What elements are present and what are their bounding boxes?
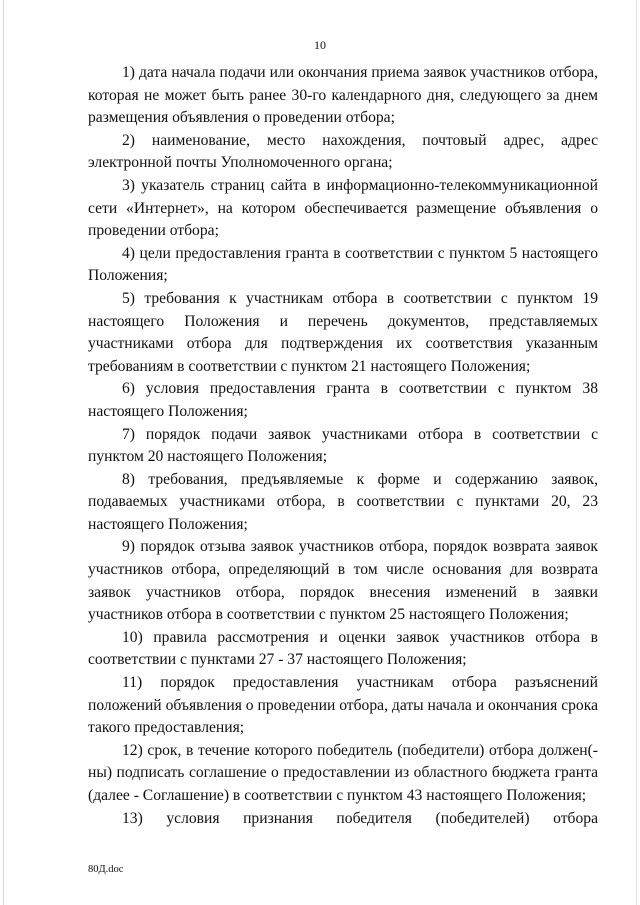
list-item: 6) условия предоставления гранта в соответствии с пунктом 38 настоящего Положения; [88, 380, 598, 420]
list-item: 1) дата начала подачи или окончания приема заявок участников отбора, которая не может быть ранее 30-го календарного дня, следующего за днем размещения объявления о проведении отбора; [88, 64, 598, 127]
list-item: 2) наименование, место нахождения, почтовый адрес, адрес электронной почты Уполномоченного органа; [88, 131, 598, 172]
list-item: 13) условия признания победителя (победителей) отбора [122, 809, 598, 827]
list-item: 5) требования к участникам отбора в соответствии с пунктом 19 настоящего Положения и перечень документов, представляемых участниками отбора для подтверждения их соответствия указанным требованиям в соответствии с пунктом 21 настоящего Положения; [88, 289, 598, 375]
scan-edge-right [636, 0, 637, 905]
list-item: 7) порядок подачи заявок участниками отбора в соответствии с пунктом 20 настоящего Положения; [88, 425, 598, 466]
list-item: 12) срок, в течение которого победитель (победители) отбора должен(-ны) подписать соглашение о предоставлении из областного бюджета гранта (далее - Соглашение) в соответствии с пунктом 43 настоящего Положения; [88, 741, 598, 804]
document-body [88, 62, 598, 830]
list-item: 8) требования, предъявляемые к форме и содержанию заявок, подаваемых участниками отбора, в соответствии с пунктами 20, 23 настоящего Положения; [88, 470, 598, 533]
page-number: 10 [314, 38, 326, 52]
list-item: 9) порядок отзыва заявок участников отбора, порядок возврата заявок участников отбора, определяющий в том числе основания для возврата заявок участников отбора, порядок внесения изменений в заявки участников отбора в соответствии с пунктом 25 настоящего Положения; [88, 538, 598, 624]
list-item: 3) указатель страниц сайта в информационно-телекоммуникационной сети «Интернет», на котором обеспечивается размещение объявления о проведении отбора; [88, 176, 598, 240]
list-item: 10) правила рассмотрения и оценки заявок участников отбора в соответствии с пунктами 27 - 37 настоящего Положения; [88, 628, 598, 669]
list-item: 4) цели предоставления гранта в соответствии с пунктом 5 настоящего Положения; [88, 244, 598, 285]
list-item: 11) порядок предоставления участникам отбора разъяснений положений объявления о проведении отбора, даты начала и окончания срока такого предоставления; [88, 674, 598, 737]
scan-edge-left [3, 0, 4, 905]
footer-filename: 80Д.doc [88, 864, 124, 875]
